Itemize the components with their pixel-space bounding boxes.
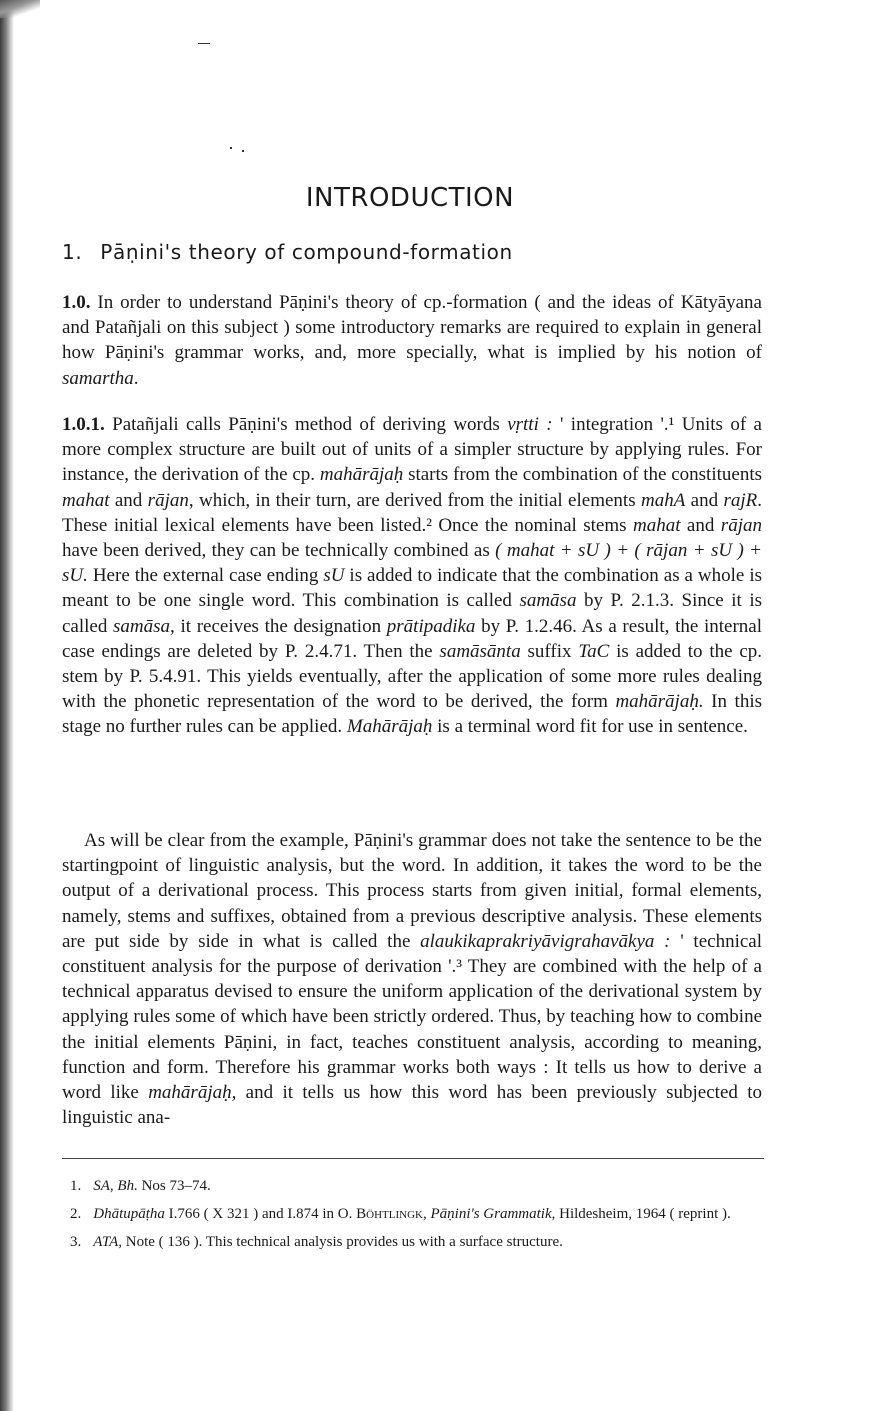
paragraph-label: 1.0. [62, 292, 91, 313]
paragraph-1-0: 1.0. In order to understand Pāṇini's theory of cp.-formation ( and the ideas of Kātyāyana and Patañjali on this subject ) some introductory remarks are required to explain in general how Pāṇini's grammar works, and, more specially, what is implied by his notion of samartha. [62, 292, 762, 389]
scan-speck [242, 150, 244, 152]
footnote-3: 3. ATA, Note ( 136 ). This technical analysis provides us with a surface structure. [70, 1234, 563, 1250]
corner-scan-mark [0, 0, 40, 18]
section-heading [62, 240, 513, 264]
footnote-divider [62, 1158, 764, 1159]
footnotes [62, 1176, 764, 1260]
paragraph-2: As will be clear from the example, Pāṇini's grammar does not take the sentence to be the startingpoint of linguistic analysis, but the word. In addition, it takes the word to be the output of a derivational process. This process starts from given initial, formal elements, namely, stems and suffixes, obtained from a previous descriptive analysis. These elements are put side by side in what is called the alaukikaprakriyāvigrahavākya : ' technical constituent analysis for the purpose of derivation '.³ They are combined with the help of a technical apparatus devised to ensure the uniform application of the derivational system by applying rules some of which have been strictly ordered. Thus, by teaching how to combine the initial elements Pāṇini, in fact, teaches constituent analysis, according to meaning, function and form. Therefore his grammar works both ways : It tells us how to derive a word like mahārājaḥ, and it tells us how this word has been previously subjected to linguistic ana- [62, 830, 762, 1129]
paragraph-1-0-1: 1.0.1. Patañjali calls Pāṇini's method of deriving words vṛtti : ' integration '.¹ Units of a more complex structure are built out of units of a simpler structure by applying rules. For instance, the derivation of the cp. mahārājaḥ starts from the combination of the constituents mahat and rājan, which, in their turn, are derived from the initial elements mahA and rajR. These initial lexical elements have been listed.² Once the nominal stems mahat and rājan have been derived, they can be technically combined as ( mahat + sU ) + ( rājan + sU ) + sU. Here the external case ending sU is added to indicate that the combination as a whole is meant to be one single word. This combination is called samāsa by P. 2.1.3. Since it is called samāsa, it receives the designation prātipadika by P. 1.2.46. As a result, the internal case endings are deleted by P. 2.4.71. Then the samāsānta suffix TaC is added to the cp. stem by P. 5.4.91. This yields eventually, after the application of some more rules dealing with the phonetic representation of the word to be derived, the form mahārājaḥ. In this stage no further rules can be applied. Mahārājaḥ is a terminal word fit for use in sentence. [62, 414, 763, 738]
footnote-1: 1. SA, Bh. Nos 73–74. [70, 1178, 211, 1194]
footnote-2: 2. Dhātupāṭha I.766 ( X 321 ) and I.874 in O. Böhtlingk, Pāṇini's Grammatik, Hildesheim, 1964 ( reprint ). [70, 1206, 731, 1222]
scan-speck [230, 147, 232, 149]
scan-speck [198, 43, 210, 44]
section-number: 1. [62, 240, 83, 264]
paragraph-label: 1.0.1. [62, 414, 105, 435]
section-title: Pāṇini's theory of compound-formation [100, 240, 513, 264]
page-title: INTRODUCTION [305, 183, 515, 213]
